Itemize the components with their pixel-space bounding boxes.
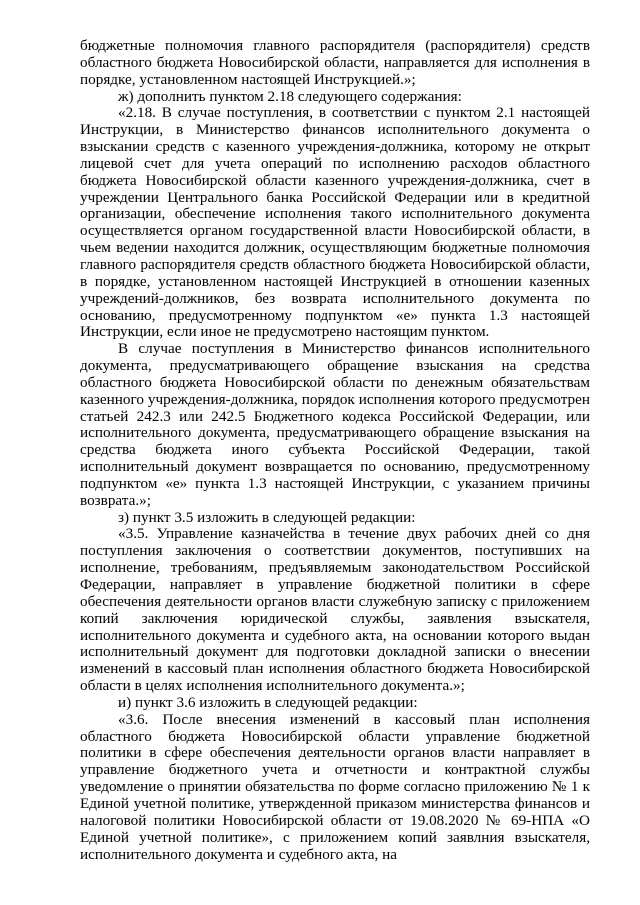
document-body bbox=[80, 38, 590, 863]
paragraph-item-z: з) пункт 3.5 изложить в следующей редакции: bbox=[118, 508, 416, 526]
paragraph-item-i: и) пункт 3.6 изложить в следующей редакции: bbox=[118, 693, 418, 711]
paragraph-clause-3-6: «3.6. После внесения изменений в кассовый план исполнения областного бюджета Новосибирской области управление бюджетной политики в сфере обеспечения деятельности органов власти направляет в управление бюджетного учета и отчетности и контрактной службы уведомление о принятии обязательства по форме согласно приложению № 1 к Единой учетной политике, утвержденной приказом министерства финансов и налоговой политики Новосибирской области от 19.08.2020 № 69-НПА «О Единой учетной политике», с приложением копий заявлния взыскателя, исполнительного документа и судебного акта, на bbox=[80, 710, 590, 863]
paragraph-item-zh: ж) дополнить пунктом 2.18 следующего содержания: bbox=[118, 87, 462, 105]
paragraph-clause-3-5: «3.5. Управление казначейства в течение двух рабочих дней со дня поступления заключения о соответствии документов, поступивших на исполнение, требованиям, предъявляемым законодательством Российской Федерации, направляет в управление бюджетной политики в сфере обеспечения деятельности органов власти служебную записку с приложением копий заключения юридической службы, заявления взыскателя, исполнительного документа и судебного акта, на основании которого выдан исполнительный документ для подготовки докладной записки о внесении изменений в кассовый план исполнения областного бюджета Новосибирской области в целях исполнения исполнительного документа.»; bbox=[80, 525, 590, 695]
paragraph-clause-2-18: «2.18. В случае поступления, в соответствии с пунктом 2.1 настоящей Инструкции, в Министерство финансов исполнительного документа о взыскании средств с казенного учреждения-должника, которому не открыт лицевой счет для учета операций по исполнению расходов областного бюджета Новосибирской области казенного учреждения-должника, счет в учреждении Центрального банка Российской Федерации или в кредитной организации, обеспечение исполнения такого исполнительного документа осуществляется органом государственной власти Новосибирской области, в чьем ведении находится должник, осуществляющим бюджетные полномочия главного распорядителя средств областного бюджета Новосибирской области, в порядке, установленном настоящей Инструкцией в отношении казенных учреждений-должников, без возврата исполнительного документа по основанию, предусмотренному подпунктом «е» пункта 1.3 настоящей Инструкции, если иное не предусмотрено настоящим пунктом. bbox=[80, 104, 590, 341]
paragraph-continuation: бюджетные полномочия главного распорядителя (распорядителя) средств областного бюджета Новосибирской области, направляется для исполнения в порядке, установленном настоящей Инструкцией.»; bbox=[80, 37, 590, 88]
paragraph-clause-2-18-part-2: В случае поступления в Министерство финансов исполнительного документа, предусматривающего обращение взыскания на средства областного бюджета Новосибирской области по денежным обязательствам казенного учреждения-должника, порядок исполнения которого предусмотрен статьей 242.3 или 242.5 Бюджетного кодекса Российской Федерации, или исполнительного документа, предусматривающего обращение взыскания на средства бюджета иного субъекта Российской Федерации, такой исполнительный документ возвращается по основанию, предусмотренному подпунктом «е» пункта 1.3 настоящей Инструкции, с указанием причины возврата.»; bbox=[80, 340, 590, 509]
